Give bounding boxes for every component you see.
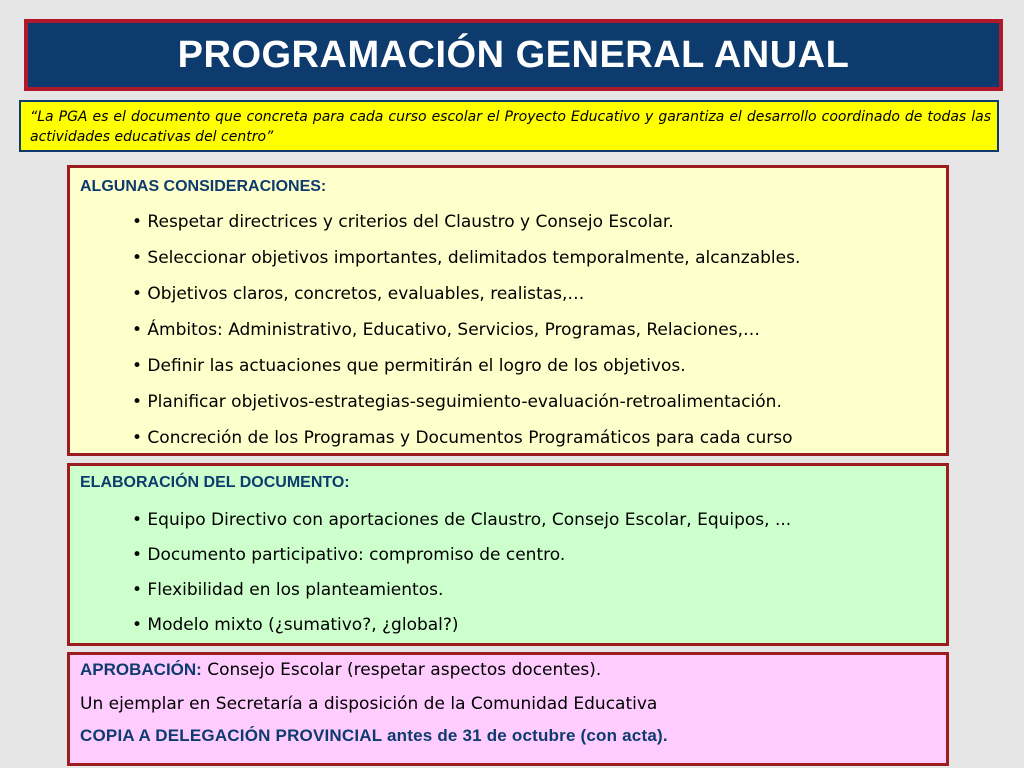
considerations-list: [80, 212, 946, 448]
list-item: • Definir las actuaciones que permitirán el logro de los objetivos.: [132, 356, 686, 376]
list-item: • Documento participativo: compromiso de centro.: [132, 545, 566, 565]
considerations-heading: ALGUNAS CONSIDERACIONES:: [80, 178, 327, 195]
list-item: • Objetivos claros, concretos, evaluables, realistas,…: [132, 284, 585, 304]
approval-line: [80, 655, 946, 680]
list-item: • Flexibilidad en los planteamientos.: [132, 580, 444, 600]
approval-heading: APROBACIÓN:: [80, 660, 202, 679]
title-banner: [24, 19, 1003, 91]
list-item: • Seleccionar objetivos importantes, delimitados temporalmente, alcanzables.: [132, 248, 801, 268]
list-item: • Concreción de los Programas y Documentos Programáticos para cada curso: [132, 428, 793, 448]
elaboration-panel: [67, 463, 949, 646]
list-item: • Modelo mixto (¿sumativo?, ¿global?): [132, 615, 459, 635]
delegation-copy-text: COPIA A DELEGACIÓN PROVINCIAL antes de 31 de octubre (con acta).: [80, 726, 668, 745]
approval-panel: [67, 652, 949, 766]
page-title: PROGRAMACIÓN GENERAL ANUAL: [177, 33, 850, 76]
elaboration-heading: ELABORACIÓN DEL DOCUMENTO:: [80, 474, 350, 491]
list-item: • Respetar directrices y criterios del Claustro y Consejo Escolar.: [132, 212, 674, 232]
secretaria-copy-line: Un ejemplar en Secretaría a disposición de la Comunidad Educativa: [80, 694, 658, 714]
list-item: • Equipo Directivo con aportaciones de Claustro, Consejo Escolar, Equipos, ...: [132, 510, 792, 530]
pga-definition-quote: “La PGA es el documento que concreta para cada curso escolar el Proyecto Educativo y garantiza el desarrollo coordinado de todas las actividades educativas del centro”: [19, 100, 999, 152]
considerations-panel: [67, 165, 949, 456]
delegation-copy-line: [80, 726, 946, 746]
list-item: • Planificar objetivos-estrategias-seguimiento-evaluación-retroalimentación.: [132, 392, 782, 412]
approval-text: Consejo Escolar (respetar aspectos docentes).: [201, 660, 602, 680]
elaboration-list: [80, 510, 946, 635]
list-item: • Ámbitos: Administrativo, Educativo, Servicios, Programas, Relaciones,…: [132, 320, 760, 340]
